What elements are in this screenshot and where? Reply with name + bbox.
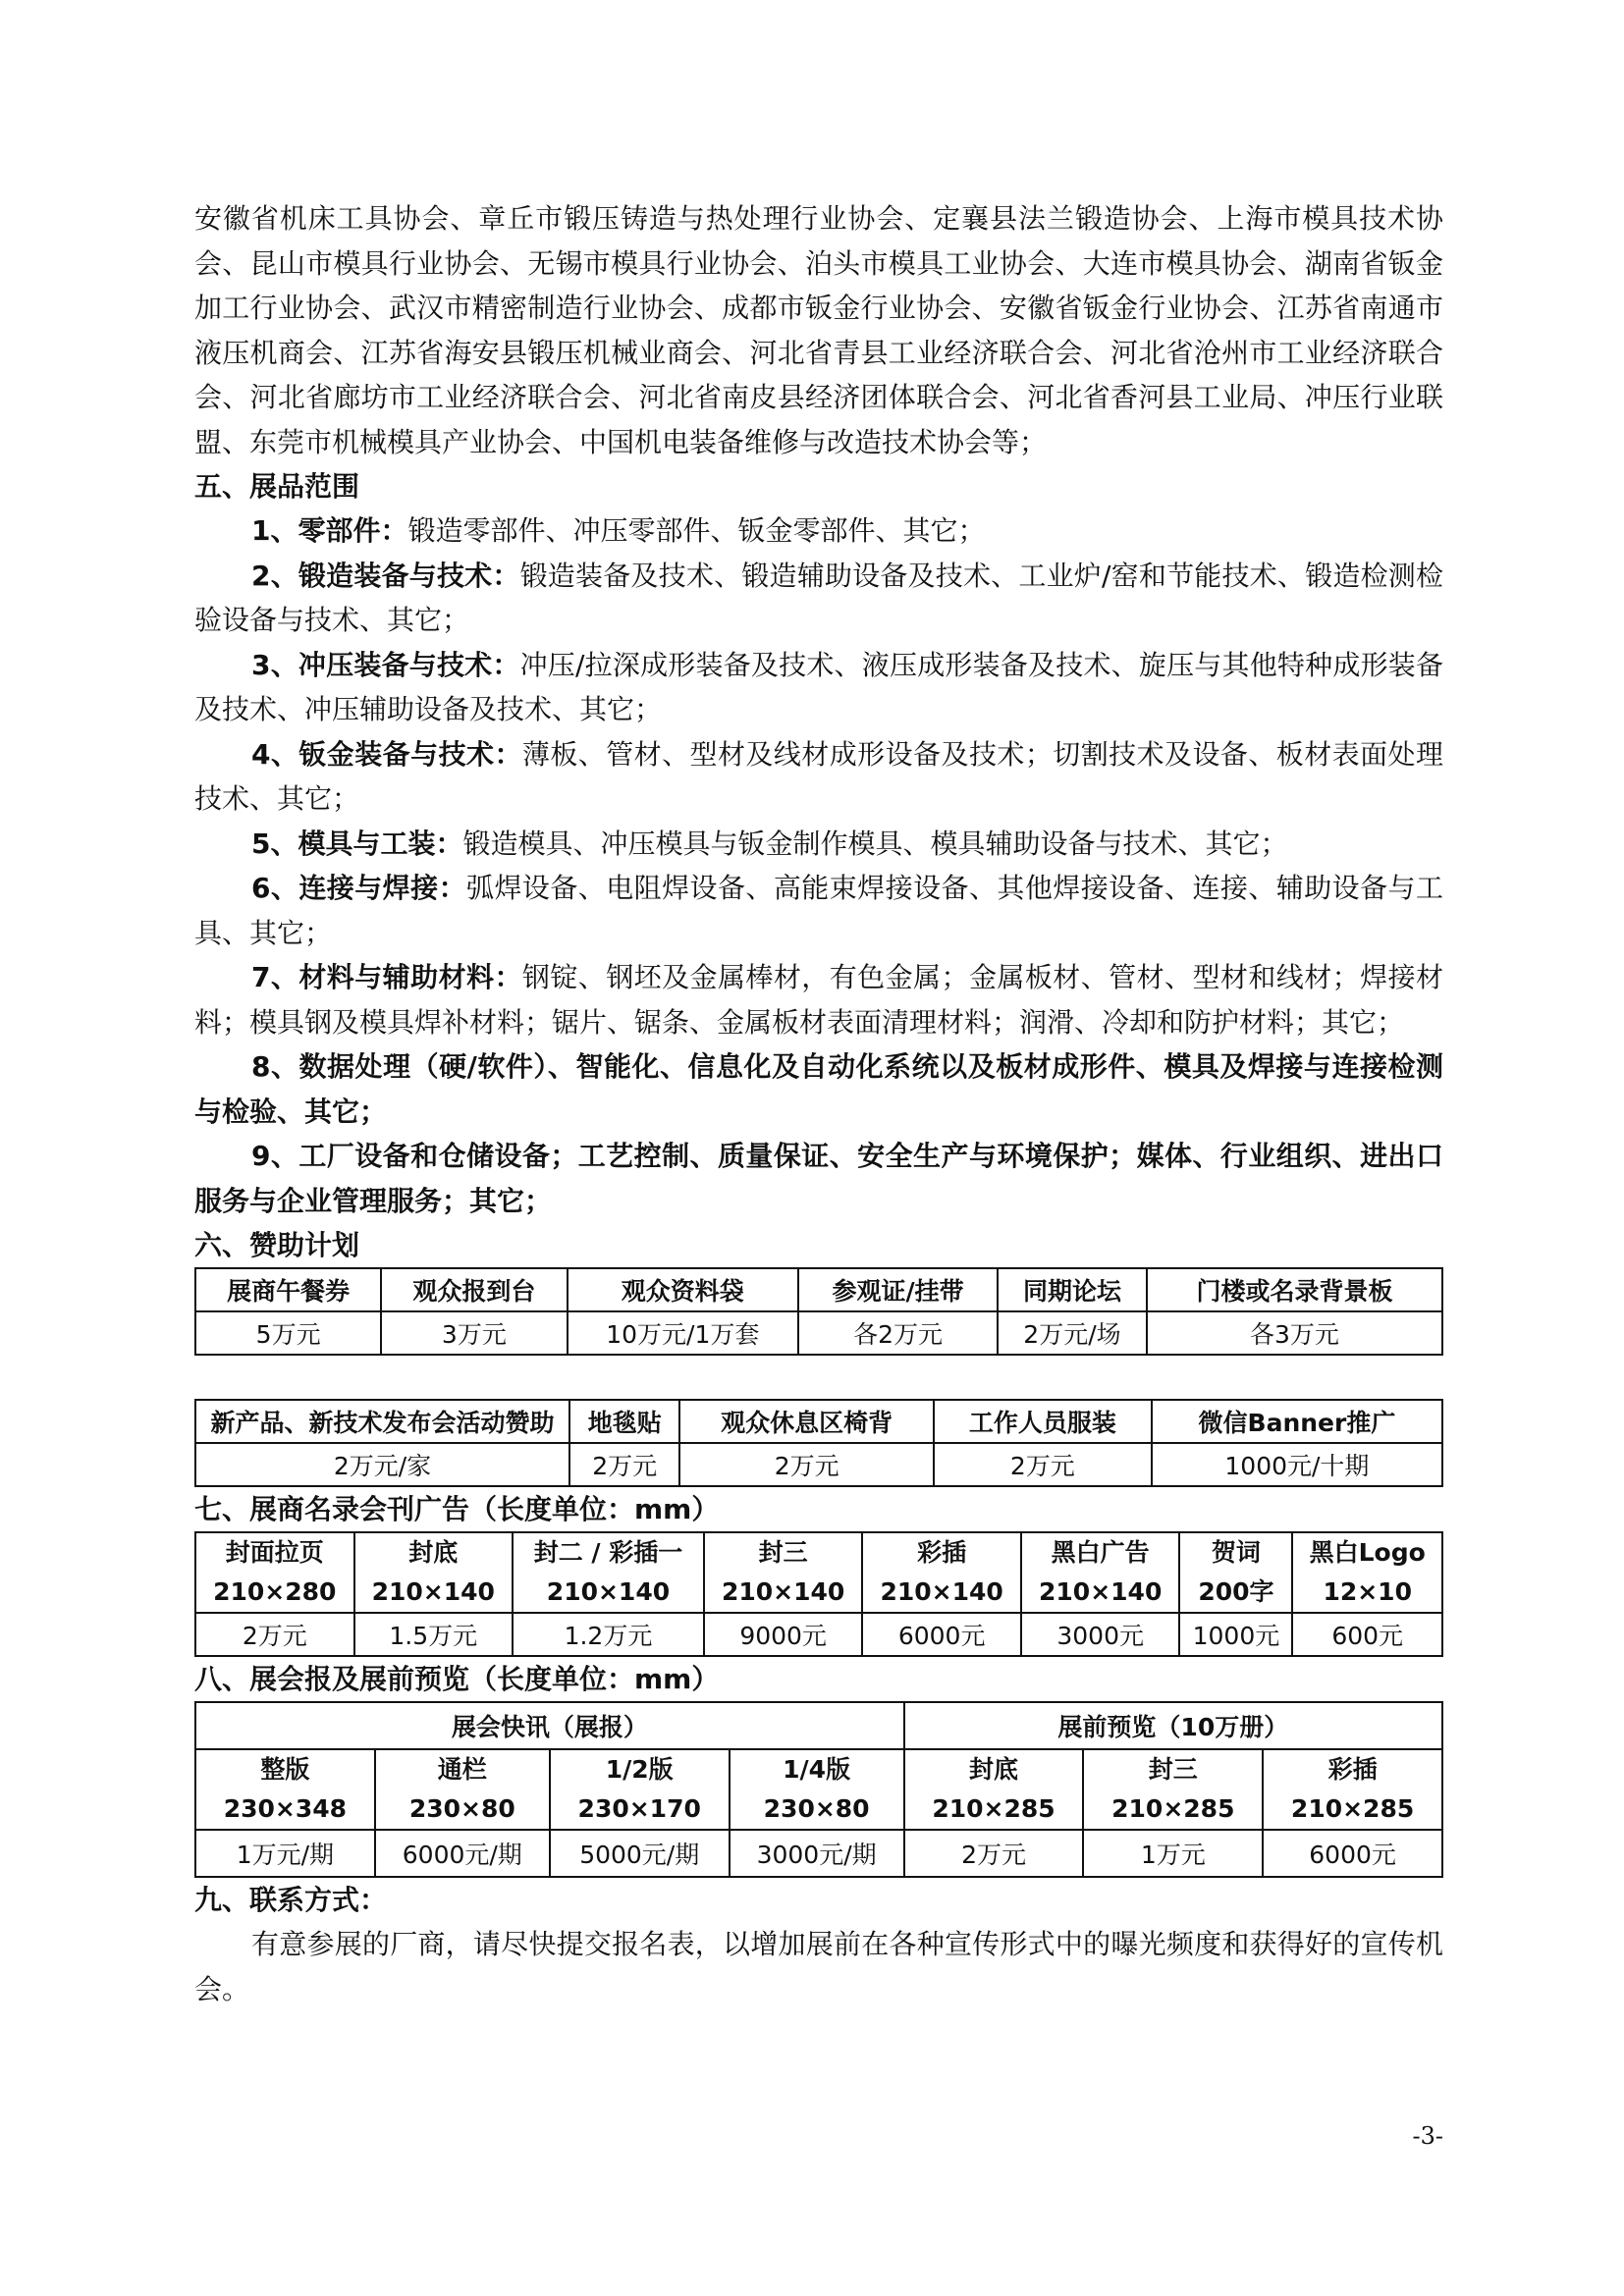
table-header-row: [195, 1268, 1442, 1311]
table-cell: 2万元: [569, 1443, 679, 1486]
table-header-cell: 封二 / 彩插一 210×140: [513, 1532, 704, 1613]
table-header-cell: 彩插 210×285: [1263, 1749, 1442, 1830]
table-header-cell: 观众资料袋: [568, 1268, 799, 1311]
section6-title: 六、赞助计划: [194, 1229, 360, 1261]
table-header-cell: 观众休息区椅背: [679, 1400, 933, 1443]
scope-item: 9、工厂设备和仓储设备；工艺控制、质量保证、安全生产与环境保护；媒体、行业组织、进出口服务与企业管理服务；其它；: [194, 1140, 1443, 1217]
table-cell: 各2万元: [798, 1311, 998, 1355]
table-cell: 10万元/1万套: [568, 1311, 799, 1355]
table-header-cell: 封三 210×140: [704, 1532, 863, 1613]
table-cell: 1.2万元: [513, 1613, 704, 1656]
table-cell: 6000元: [862, 1613, 1021, 1656]
table-cell: 6000元: [1263, 1830, 1442, 1877]
table-cell: 2万元/场: [998, 1311, 1147, 1355]
table-cell: 6000元/期: [375, 1830, 550, 1877]
table-cell: 3000元: [1021, 1613, 1180, 1656]
directory-ad-table: [194, 1531, 1443, 1657]
table-header-cell: 封底 210×140: [354, 1532, 514, 1613]
table-cell: 1000元: [1179, 1613, 1292, 1656]
table-header-cell: 微信Banner推广: [1152, 1400, 1442, 1443]
scope-item: 2、锻造装备与技术：锻造装备及技术、锻造辅助设备及技术、工业炉/窑和节能技术、锻造检测检验设备与技术、其它；: [194, 559, 1443, 636]
document-page: [194, 196, 1443, 2011]
table-header-cell: 观众报到台: [381, 1268, 567, 1311]
section8-title: 八、展会报及展前预览（长度单位：mm）: [194, 1663, 720, 1695]
table-cell: 1万元/期: [195, 1830, 375, 1877]
table-cell: 2万元: [934, 1443, 1152, 1486]
section5-title: 五、展品范围: [194, 470, 360, 503]
section9-title: 九、联系方式：: [194, 1884, 388, 1916]
table-cell: 2万元: [679, 1443, 933, 1486]
table-cell: 9000元: [704, 1613, 863, 1656]
table-header-cell: 参观证/挂带: [798, 1268, 998, 1311]
sponsorship-table-2: [194, 1399, 1443, 1487]
scope-item: 4、钣金装备与技术：薄板、管材、型材及线材成形设备及技术；切割技术及设备、板材表面处理技术、其它；: [194, 737, 1443, 815]
table-header-cell: 黑白Logo 12×10: [1292, 1532, 1442, 1613]
scope-item: 3、冲压装备与技术：冲压/拉深成形装备及技术、液压成形装备及技术、旋压与其他特种成形装备及技术、冲压辅助设备及技术、其它；: [194, 648, 1443, 725]
table-row: [195, 1613, 1442, 1656]
table-row: [195, 1830, 1442, 1877]
table-header-cell: 地毯贴: [569, 1400, 679, 1443]
table-row: [195, 1311, 1442, 1355]
table-header-cell: 封底 210×285: [904, 1749, 1084, 1830]
section7-title: 七、展商名录会刊广告（长度单位：mm）: [194, 1493, 720, 1525]
table-cell: 1000元/十期: [1152, 1443, 1442, 1486]
spacer: [194, 1356, 1443, 1399]
table-header-cell: 贺词 200字: [1179, 1532, 1292, 1613]
intro-paragraph: 安徽省机床工具协会、章丘市锻压铸造与热处理行业协会、定襄县法兰锻造协会、上海市模具技术协会、昆山市模具行业协会、无锡市模具行业协会、泊头市模具工业协会、大连市模具协会、湖南省钣金加工行业协会、武汉市精密制造行业协会、成都市钣金行业协会、安徽省钣金行业协会、江苏省南通市液压机商会、江苏省海安县锻压机械业商会、河北省青县工业经济联合会、河北省沧州市工业经济联合会、河北省廊坊市工业经济联合会、河北省南皮县经济团体联合会、河北省香河县工业局、冲压行业联盟、东莞市机械模具产业协会、中国机电装备维修与改造技术协会等；: [194, 202, 1443, 458]
contact-paragraph: 有意参展的厂商，请尽快提交报名表，以增加展前在各种宣传形式中的曝光频度和获得好的宣传机会。: [194, 1928, 1443, 2005]
table-header-cell: 整版 230×348: [195, 1749, 375, 1830]
sponsorship-table-1: [194, 1267, 1443, 1356]
table-header-row: [195, 1532, 1442, 1613]
table-header-row: [195, 1400, 1442, 1443]
table-header-cell: 封三 210×285: [1083, 1749, 1263, 1830]
table-header-cell: 工作人员服装: [934, 1400, 1152, 1443]
table-group-row: [195, 1702, 1442, 1749]
table-cell: 1万元: [1083, 1830, 1263, 1877]
scope-item: 6、连接与焊接：弧焊设备、电阻焊设备、高能束焊接设备、其他焊接设备、连接、辅助设备与工具、其它；: [194, 872, 1443, 949]
table-cell: 各3万元: [1147, 1311, 1442, 1355]
table-cell: 5万元: [195, 1311, 381, 1355]
table-header-cell: 1/2版 230×170: [550, 1749, 730, 1830]
show-daily-table: [194, 1701, 1443, 1878]
table-cell: 2万元: [195, 1613, 354, 1656]
table-header-cell: 展商午餐券: [195, 1268, 381, 1311]
table-cell: 3万元: [381, 1311, 567, 1355]
table-row: [195, 1443, 1442, 1486]
page-number: -3-: [1412, 2122, 1443, 2150]
table-header-cell: 新产品、新技术发布会活动赞助: [195, 1400, 569, 1443]
table-cell: 1.5万元: [354, 1613, 514, 1656]
exhibit-scope-list: [194, 508, 1443, 1223]
table-header-cell: 通栏 230×80: [375, 1749, 550, 1830]
table-cell: 5000元/期: [550, 1830, 730, 1877]
table-header-cell: 同期论坛: [998, 1268, 1147, 1311]
table-header-cell: 1/4版 230×80: [730, 1749, 904, 1830]
scope-item: 5、模具与工装：锻造模具、冲压模具与钣金制作模具、模具辅助设备与技术、其它；: [251, 827, 1288, 860]
table-header-cell: 封面拉页 210×280: [195, 1532, 354, 1613]
table-header-cell: 彩插 210×140: [862, 1532, 1021, 1613]
table-cell: 2万元/家: [195, 1443, 569, 1486]
scope-item: 8、数据处理（硬/软件）、智能化、信息化及自动化系统以及板材成形件、模具及焊接与连接检测与检验、其它；: [194, 1050, 1443, 1128]
table-cell: 600元: [1292, 1613, 1442, 1656]
table-header-cell: 门楼或名录背景板: [1147, 1268, 1442, 1311]
scope-item: 7、材料与辅助材料：钢锭、钢坯及金属棒材，有色金属；金属板材、管材、型材和线材；焊接材料；模具钢及模具焊补材料；锯片、锯条、金属板材表面清理材料；润滑、冷却和防护材料；其它；: [194, 961, 1443, 1039]
scope-item: 1、零部件：锻造零部件、冲压零部件、钣金零部件、其它；: [251, 514, 986, 547]
table-group-header: 展会快讯（展报）: [195, 1702, 904, 1749]
table-header-cell: 黑白广告 210×140: [1021, 1532, 1180, 1613]
table-cell: 2万元: [904, 1830, 1084, 1877]
table-cell: 3000元/期: [730, 1830, 904, 1877]
table-header-row: [195, 1749, 1442, 1830]
table-group-header: 展前预览（10万册）: [904, 1702, 1442, 1749]
